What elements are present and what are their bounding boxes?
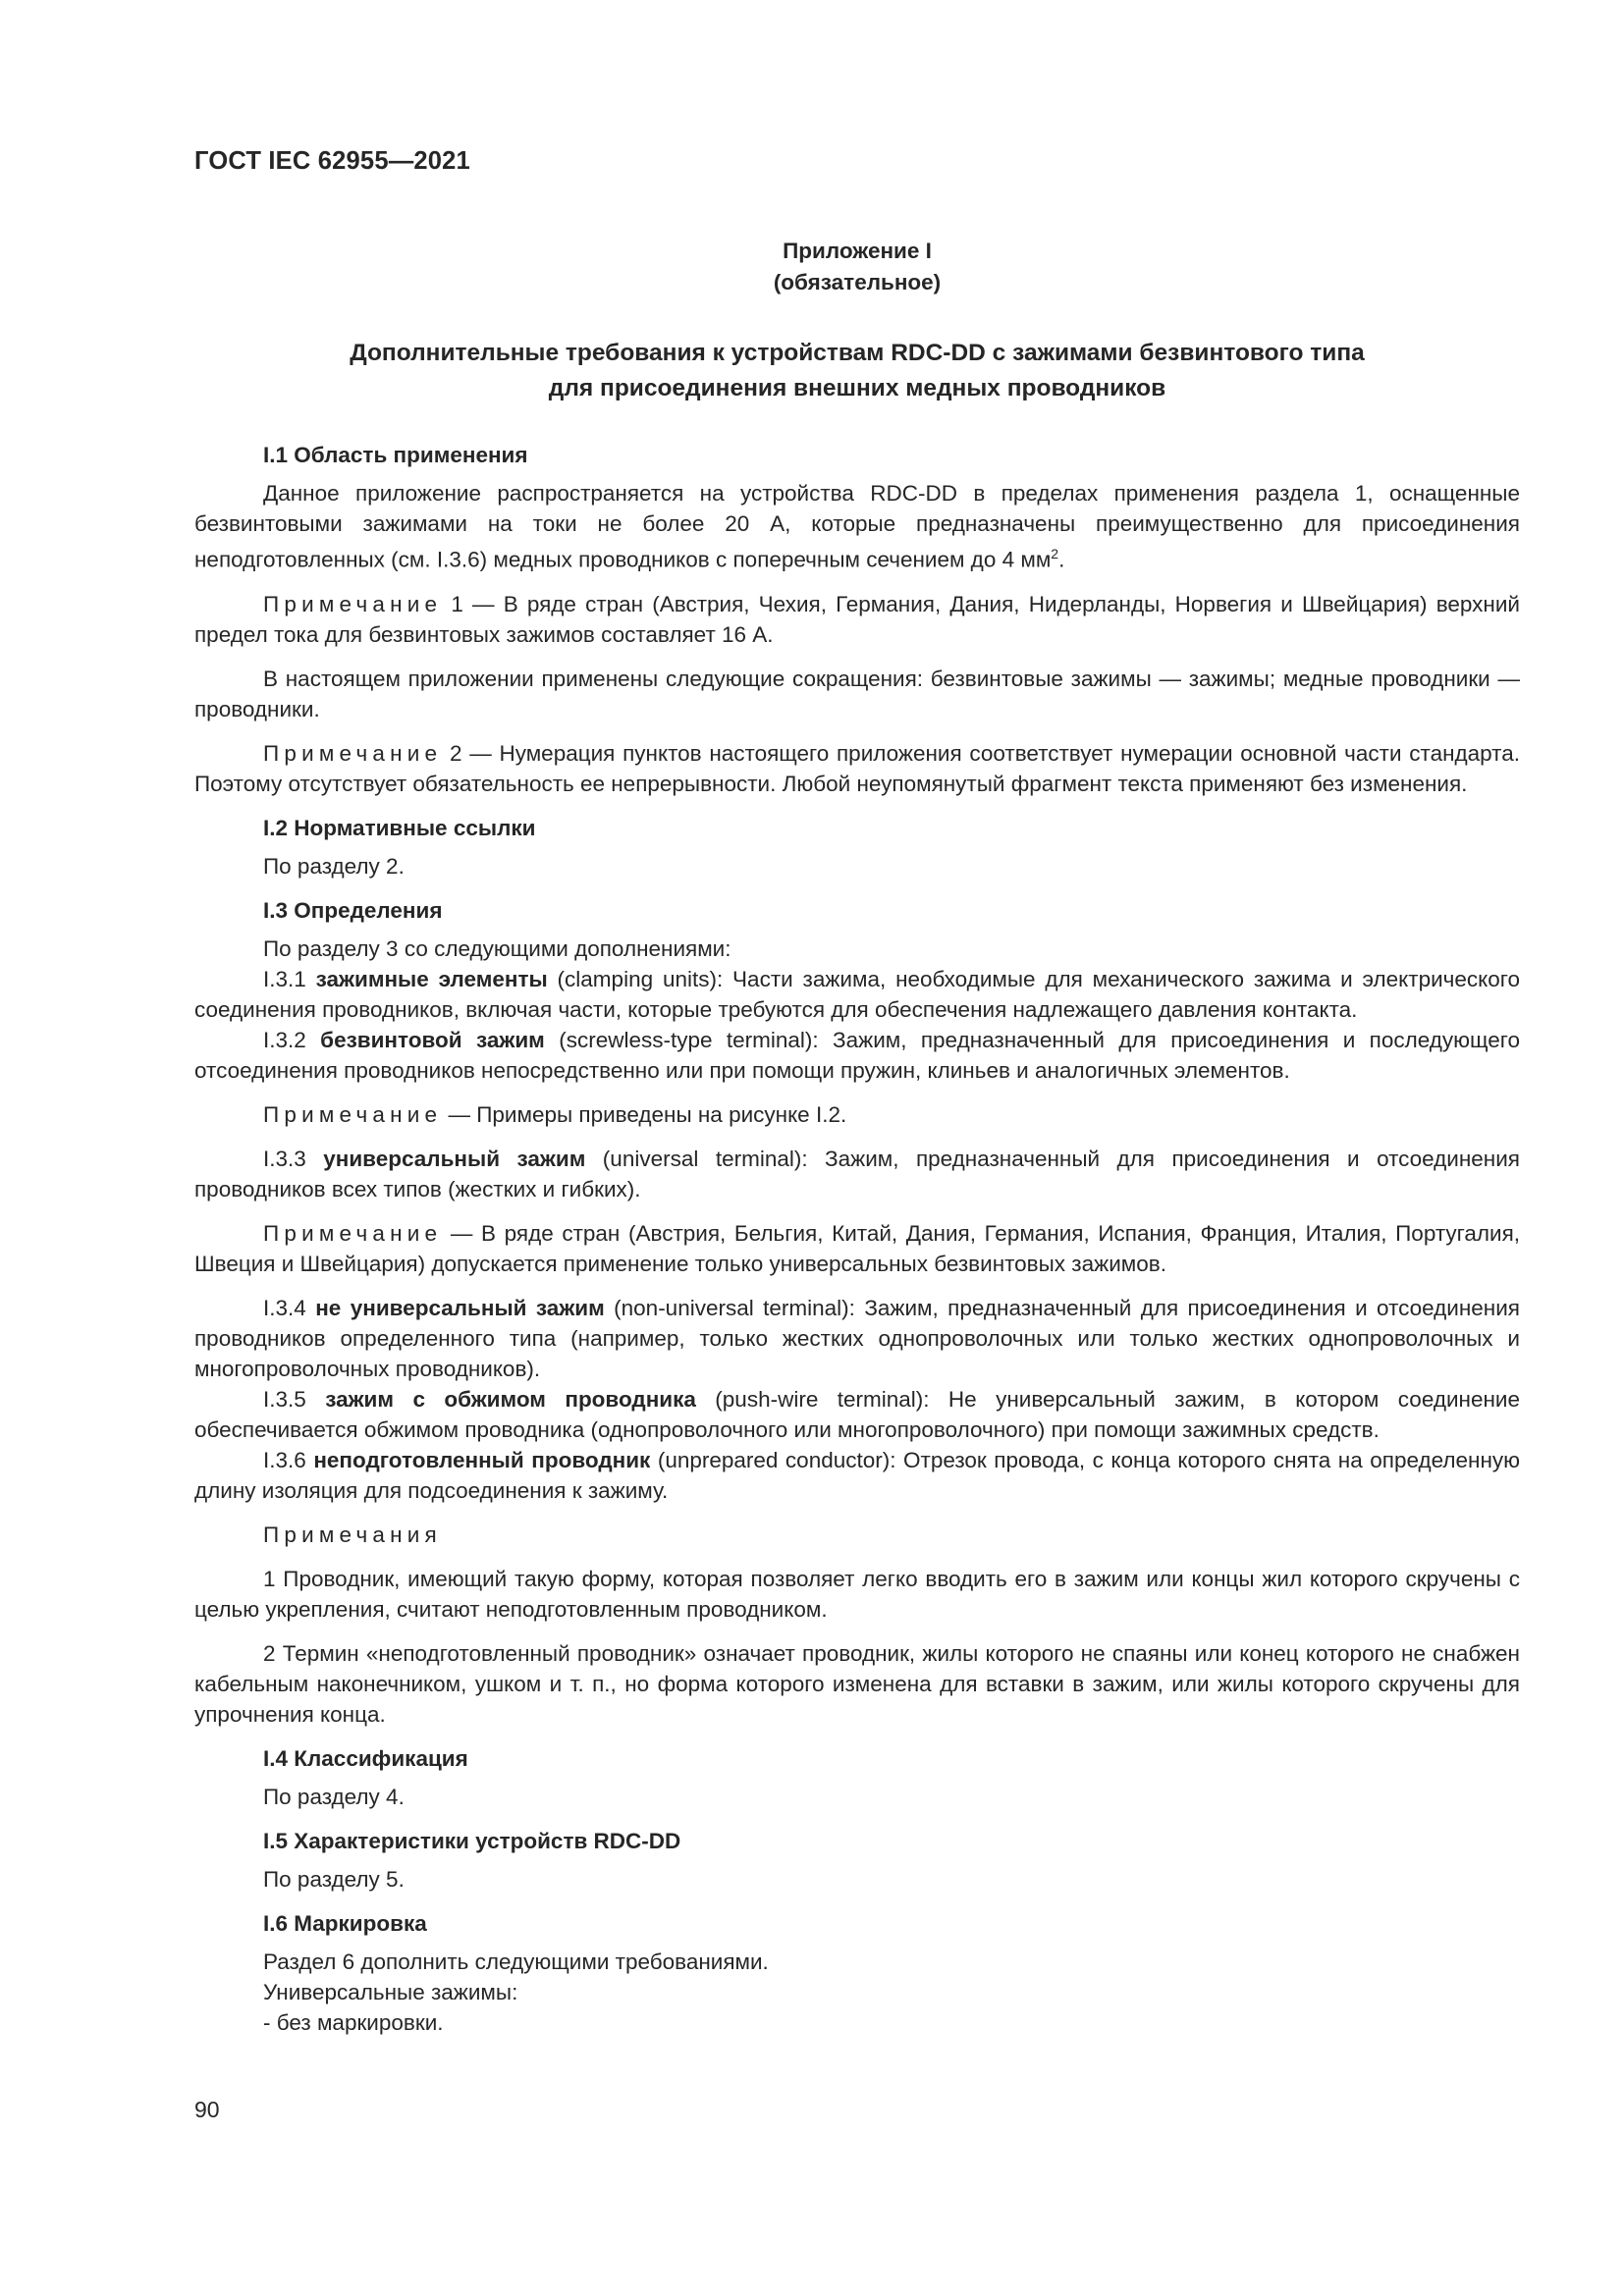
section-heading-i3: I.3 Определения <box>263 897 443 923</box>
definition-term: безвинтовой зажим <box>320 1027 545 1052</box>
note-unprepared-1: 1 Проводник, имеющий такую форму, которая позволяет легко вводить его в зажим или концы жил которого скручены с целью укрепления, считают неподготовленным проводником. <box>194 1566 1520 1622</box>
definition-term: зажимные элементы <box>315 966 548 991</box>
document-id: ГОСТ IEC 62955—2021 <box>194 147 470 175</box>
section-heading-i2: I.2 Нормативные ссылки <box>263 815 536 840</box>
note-2 <box>194 738 1520 799</box>
section-text-i2: По разделу 2. <box>263 853 405 879</box>
definition-i36 <box>194 1445 1520 1506</box>
note-label: Примечание <box>263 740 443 766</box>
definition-text: (non-universal terminal): Зажим, предназначенный для присоединения и отсоединения проводников определенного типа (например, только жестких однопроволочных или только жестких однопроволочных и многопроволочных проводников). <box>194 1295 1520 1381</box>
section-heading-i6: I.6 Маркировка <box>263 1910 427 1936</box>
definition-number: I.3.5 <box>263 1386 326 1412</box>
marking-line-2: Универсальные зажимы: <box>263 1979 518 2004</box>
definition-text: (clamping units): Части зажима, необходимые для механического зажима и электрического соединения проводников, включая части, которые требуются для обеспечения надлежащего давления контакта. <box>194 966 1520 1022</box>
note-unprepared-2: 2 Термин «неподготовленный проводник» означает проводник, жилы которого не спаяны или конец которого не снабжен кабельным наконечником, ушком и т. п., но форма которого изменена для вставки в зажим, или жилы которого скручены для упрочнения конца. <box>194 1640 1520 1727</box>
paragraph-end: . <box>1058 547 1065 572</box>
note-label: Примечание <box>263 1101 443 1127</box>
paragraph-scope-text: Данное приложение распространяется на устройства RDC-DD в пределах применения раздела 1, оснащенные безвинтовыми зажимами на токи не более 20 А, которые предназначены преимущественно для присоединения неподготовленных (см. I.3.6) медных проводников с поперечным сечением до 4 мм <box>194 481 1520 572</box>
notes-label: Примечания <box>263 1522 442 1547</box>
note-label: Примечание <box>263 1220 443 1246</box>
marking-line-3: - без маркировки. <box>263 2009 444 2035</box>
definition-term: универсальный зажим <box>323 1146 586 1171</box>
definition-number: I.3.6 <box>263 1447 314 1472</box>
section-heading-i5: I.5 Характеристики устройств RDC-DD <box>263 1828 681 1853</box>
definition-number: I.3.3 <box>263 1146 324 1171</box>
definition-i34 <box>194 1293 1520 1384</box>
note-text: — Примеры приведены на рисунке I.2. <box>442 1101 847 1127</box>
section-heading-i1: I.1 Область применения <box>263 443 528 467</box>
paragraph-abbreviations: В настоящем приложении применены следующие сокращения: безвинтовые зажимы — зажимы; медные проводники — проводники. <box>194 666 1520 721</box>
note-label: Примечание <box>263 591 443 616</box>
definition-i31 <box>194 964 1520 1025</box>
section-text-i4: По разделу 4. <box>263 1784 405 1809</box>
definition-i32 <box>194 1025 1520 1086</box>
note-i33 <box>194 1218 1520 1279</box>
section-intro-i3: По разделу 3 со следующими дополнениями: <box>263 935 731 961</box>
note-text: — В ряде стран (Австрия, Бельгия, Китай, Дания, Германия, Испания, Франция, Италия, Португалия, Швеция и Швейцария) допускается применение только универсальных безвинтовых зажимов. <box>194 1220 1520 1276</box>
definition-term: неподготовленный проводник <box>313 1447 651 1472</box>
page-number: 90 <box>194 2097 220 2122</box>
definition-term: зажим с обжимом проводника <box>325 1386 696 1412</box>
appendix-title-line2: для присоединения внешних медных проводников <box>548 375 1166 401</box>
section-text-i5: По разделу 5. <box>263 1866 405 1892</box>
definition-text: (universal terminal): Зажим, предназначенный для присоединения и отсоединения проводников всех типов (жестких и гибких). <box>194 1146 1520 1201</box>
marking-line-1: Раздел 6 дополнить следующими требованиями. <box>263 1949 769 1974</box>
note-i32 <box>194 1099 1520 1130</box>
definition-i35 <box>194 1384 1520 1445</box>
document-page <box>194 147 1520 2038</box>
definition-text: (push-wire terminal): Не универсальный зажим, в котором соединение обеспечивается обжимом проводника (однопроволочного или многопроволочного) при помощи зажимных средств. <box>194 1386 1520 1442</box>
definition-text: (screwless-type terminal): Зажим, предназначенный для присоединения и последующего отсоединения проводников непосредственно или при помощи пружин, клиньев и аналогичных элементов. <box>194 1027 1520 1083</box>
appendix-status: (обязательное) <box>773 270 942 294</box>
appendix-title-line1: Дополнительные требования к устройствам RDC-DD с зажимами безвинтового типа <box>350 340 1365 366</box>
note-text: 2 — Нумерация пунктов настоящего приложения соответствует нумерации основной части стандарта. Поэтому отсутствует обязательность ее непрерывности. Любой неупомянутый фрагмент текста применяют без изменения. <box>194 740 1520 796</box>
definition-number: I.3.1 <box>263 966 316 991</box>
appendix-label: Приложение I <box>783 239 932 263</box>
note-1 <box>194 589 1520 650</box>
definition-term: не универсальный зажим <box>315 1295 605 1320</box>
definition-number: I.3.2 <box>263 1027 321 1052</box>
definition-number: I.3.4 <box>263 1295 316 1320</box>
definition-text: (unprepared conductor): Отрезок провода, с конца которого снята на определенную длину изоляция для подсоединения к зажиму. <box>194 1447 1520 1503</box>
section-heading-i4: I.4 Классификация <box>263 1745 468 1771</box>
appendix-title <box>194 336 1520 406</box>
superscript: 2 <box>1051 546 1059 561</box>
note-text: 1 — В ряде стран (Австрия, Чехия, Германия, Дания, Нидерланды, Норвегия и Швейцария) верхний предел тока для безвинтовых зажимов составляет 16 А. <box>194 591 1520 647</box>
paragraph-scope <box>194 478 1520 575</box>
definition-i33 <box>194 1144 1520 1204</box>
